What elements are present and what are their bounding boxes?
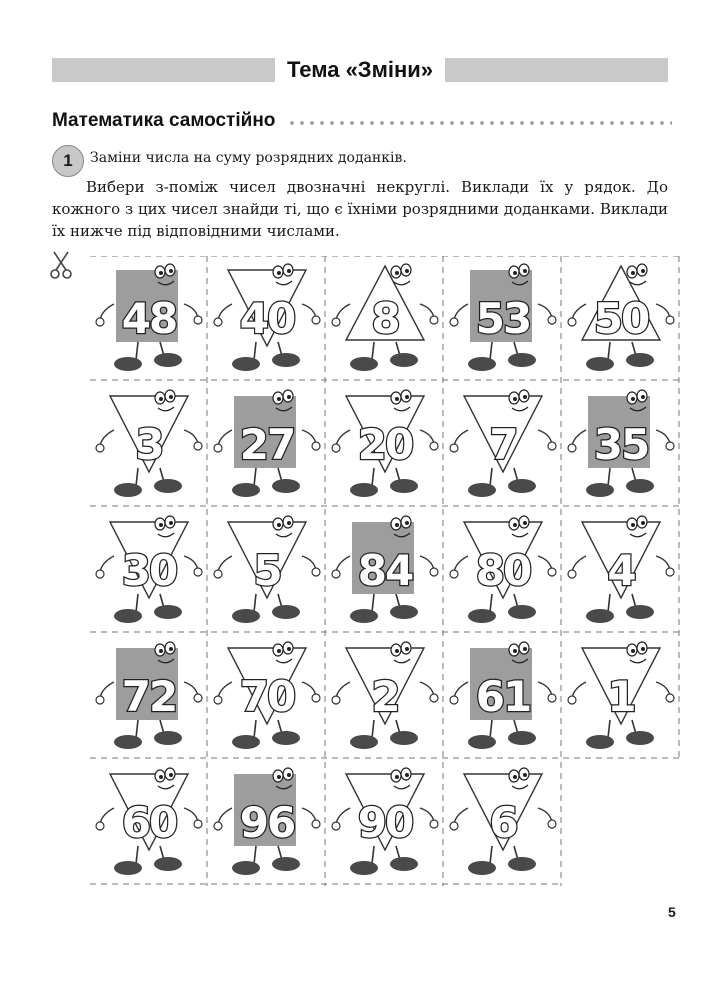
card-number: 27 xyxy=(239,420,295,469)
card-number: 72 xyxy=(121,672,177,721)
card-number: 2 xyxy=(371,672,399,721)
page-title: Тема «Зміни» xyxy=(275,54,445,86)
number-card[interactable] xyxy=(444,760,562,884)
card-number: 84 xyxy=(357,546,413,595)
number-card[interactable] xyxy=(208,634,326,758)
card-number: 53 xyxy=(475,294,531,343)
number-card[interactable] xyxy=(562,634,680,758)
number-card[interactable] xyxy=(90,508,208,632)
card-number: 6 xyxy=(489,798,517,847)
number-card[interactable] xyxy=(326,256,444,380)
card-number: 8 xyxy=(371,294,399,343)
card-number: 7 xyxy=(489,420,517,469)
scissors-icon xyxy=(48,250,74,280)
number-card[interactable] xyxy=(208,760,326,884)
card-number: 1 xyxy=(607,672,635,721)
number-card[interactable] xyxy=(444,382,562,506)
card-number: 40 xyxy=(239,294,295,343)
card-number: 80 xyxy=(475,546,531,595)
number-card[interactable] xyxy=(208,256,326,380)
card-number: 90 xyxy=(357,798,413,847)
number-card[interactable] xyxy=(562,256,680,380)
number-card[interactable] xyxy=(208,382,326,506)
task-title: Заміни числа на суму розрядних доданків. xyxy=(90,150,407,166)
card-number: 61 xyxy=(475,672,531,721)
number-card[interactable] xyxy=(444,508,562,632)
number-card[interactable] xyxy=(90,382,208,506)
card-number: 96 xyxy=(239,798,295,847)
card-number: 5 xyxy=(253,546,281,595)
number-card[interactable] xyxy=(562,382,680,506)
number-card[interactable] xyxy=(90,256,208,380)
card-number: 70 xyxy=(239,672,295,721)
card-number: 3 xyxy=(135,420,163,469)
dotted-rule xyxy=(287,120,672,126)
section-heading xyxy=(52,108,672,134)
number-card[interactable] xyxy=(90,760,208,884)
number-card[interactable] xyxy=(562,508,680,632)
number-card[interactable] xyxy=(326,634,444,758)
section-title: Математика самостійно xyxy=(52,110,276,131)
task-instructions: Вибери з-поміж чисел двозначні некруглі. Виклади їх у рядок. До кожного з цих чисел знайди ті, що є їхніми розрядними доданками. Виклади їх нижче під відповідними числами. xyxy=(52,178,668,240)
card-number: 20 xyxy=(357,420,413,469)
card-number: 4 xyxy=(607,546,635,595)
number-card[interactable] xyxy=(90,634,208,758)
number-card[interactable] xyxy=(326,382,444,506)
card-number: 60 xyxy=(121,798,177,847)
card-number: 35 xyxy=(593,420,649,469)
number-card-grid xyxy=(90,256,690,886)
page-number: 5 xyxy=(668,904,676,920)
number-card[interactable] xyxy=(326,508,444,632)
number-card[interactable] xyxy=(444,256,562,380)
number-card[interactable] xyxy=(326,760,444,884)
card-number: 30 xyxy=(121,546,177,595)
number-card[interactable] xyxy=(444,634,562,758)
card-number: 48 xyxy=(121,294,177,343)
card-number: 50 xyxy=(593,294,649,343)
number-card[interactable] xyxy=(208,508,326,632)
task-number-badge: 1 xyxy=(52,145,84,177)
